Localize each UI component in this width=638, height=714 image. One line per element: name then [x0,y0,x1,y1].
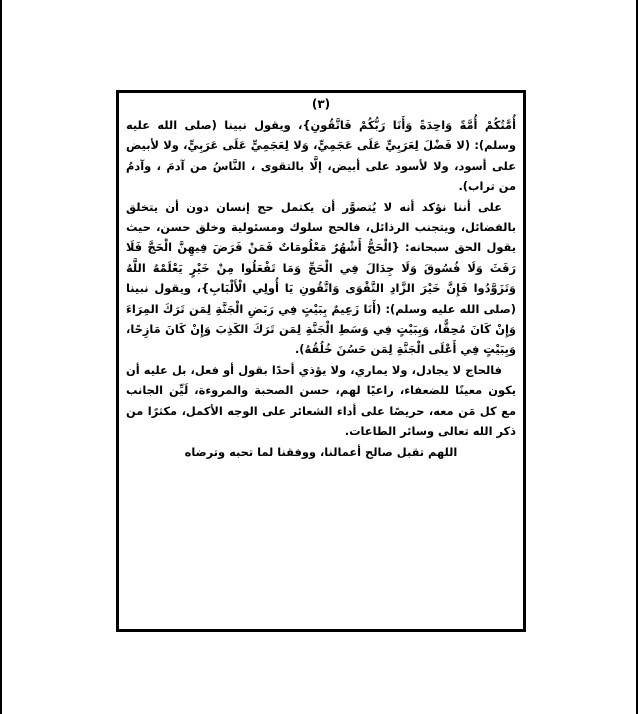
page-number: (٣) [311,97,331,111]
closing-prayer: اللهم تقبل صالح أعمالنا، ووفقنا لما تحبه وترضاه [184,444,458,459]
left-border-line [0,0,2,714]
paragraph-3: فالحاج لا يجادل، ولا يماري، ولا يؤذي أحدًا بقول أو فعل، بل عليه أن يكون معينًا للضعفاء، راعيًا لهم، حسن الصحبة والمروءة، لَيِّن الجانب مع كل مَن معه، حريصًا على أداء الشعائر على الوجه الأكمل، مكثرًا من ذكر الله تعالى وسائر الطاعات. [126,362,516,439]
page-frame [116,90,526,632]
page-content [126,115,516,462]
paragraph-1: أُمَّتُكُمْ أُمَّةً وَاحِدَةً وَأَنَا رَبُّكُمْ فَاتَّقُونِ}، ويقول نبينا (صلى الله عليه وسلم): (لا فَضْلَ لِعَرَبِيٍّ عَلَى عَجَمِيٍّ، وَلا لِعَجَمِيٍّ عَلَى عَرَبِيٍّ، ولا لأبيض على أسود، ولا لأسود على أبيض، إلَّا بالتقوى ، النَّاسُ من آدمَ ، وآدمُ من تراب). [126,118,516,194]
paragraph-2: على أننا نؤكد أنه لا يُتصوَّر أن يكتمل حج إنسان دون أن يتخلق بالفضائل، ويتجنب الرذائل، فالحج سلوك ومسئولية وخلق حسن، حيث يقول الحق سبحانه: {الْحَجُّ أَشْهُرٌ مَعْلُومَاتٌ فَمَنْ فَرَضَ فِيهِنَّ الْحَجَّ فَلَا رَفَثَ وَلَا فُسُوقَ وَلَا جِدَالَ فِي الْحَجِّ وَمَا تَفْعَلُوا مِنْ خَيْرٍ يَعْلَمْهُ اللَّهُ وَتَزَوَّدُوا فَإِنَّ خَيْرَ الزَّادِ التَّقْوَى وَاتَّقُونِ يَا أُولِي الْأَلْبَابِ}، ويقول نبينا (صلى الله عليه وسلم): (أَنَا زَعِيمٌ بِبَيْتٍ فِي رَبَضِ الْجَنَّةِ لِمَن تَرَكَ المِرَاءَ وَإِنْ كَانَ مُحِقًّا، وَبِبَيْتٍ فِي وَسَطِ الْجَنَّةِ لِمَن تَرَكَ الكَذِبَ وَإِنْ كَانَ مَازِحًا، وَبِبَيْتٍ فِي أَعْلَى الْجَنَّةِ لِمَن حَسُنَ خُلُقُهُ). [126,199,516,357]
